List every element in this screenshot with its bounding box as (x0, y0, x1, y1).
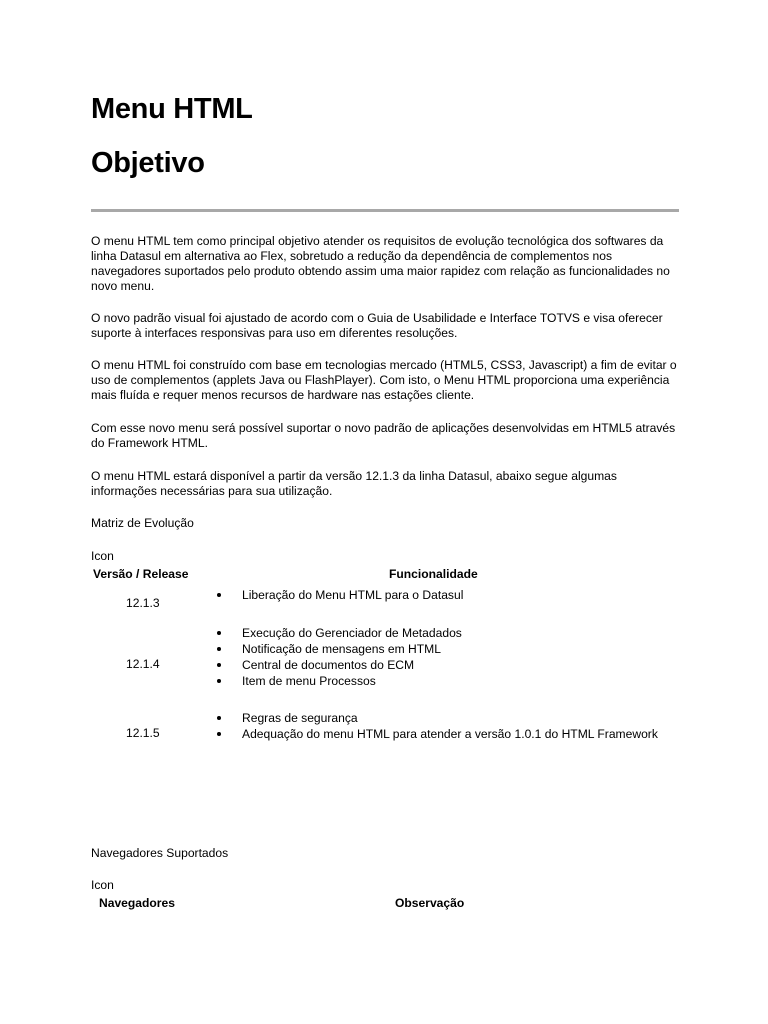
version-cell: 12.1.4 (126, 657, 160, 671)
feature-item: Adequação do menu HTML para atender a versão 1.0.1 do HTML Framework (215, 726, 658, 742)
navegadores-icon-label: Icon (91, 878, 114, 892)
feature-item: Liberação do Menu HTML para o Datasul (215, 587, 463, 603)
feature-item: Regras de segurança (215, 710, 658, 726)
version-cell: 12.1.5 (126, 726, 160, 740)
navegadores-heading: Navegadores Suportados (91, 846, 229, 860)
version-cell: 12.1.3 (126, 596, 160, 610)
paragraph-2: O novo padrão visual foi ajustado de acordo com o Guia de Usabilidade e Interface TOTVS e visa oferecer suporte à interfaces responsivas para uso em diferentes resoluções. (91, 311, 663, 340)
col-header-notes: Observação (395, 896, 465, 910)
col-header-version: Versão / Release (93, 567, 189, 581)
feature-list (215, 710, 658, 742)
matriz-heading: Matriz de Evolução (91, 516, 194, 530)
section-title: Objetivo (91, 147, 205, 179)
feature-item: Central de documentos do ECM (215, 657, 462, 673)
feature-item: Notificação de mensagens em HTML (215, 641, 462, 657)
feature-item: Item de menu Processos (215, 673, 462, 689)
feature-list (215, 587, 463, 603)
paragraph-1: O menu HTML tem como principal objetivo atender os requisitos de evolução tecnológica dos softwares da linha Datasul em alternativa ao Flex, sobretudo a redução da dependência de complementos nos navegadores suportados pelo produto obtendo assim uma maior rapidez com relação as funcionalidades no novo menu. (91, 234, 670, 293)
page-title: Menu HTML (91, 93, 253, 125)
feature-item: Execução do Gerenciador de Metadados (215, 625, 462, 641)
paragraph-3: O menu HTML foi construído com base em tecnologias mercado (HTML5, CSS3, Javascript) a fim de evitar o uso de complementos (applets Java ou FlashPlayer). Com isto, o Menu HTML proporciona uma experiência mais fluída e requer menos recursos de hardware nas estações cliente. (91, 358, 677, 402)
col-header-feature: Funcionalidade (389, 567, 478, 581)
paragraph-5: O menu HTML estará disponível a partir da versão 12.1.3 da linha Datasul, abaixo segue algumas informações necessárias para sua utilização. (91, 469, 617, 498)
horizontal-rule (91, 209, 679, 212)
paragraph-4: Com esse novo menu será possível suportar o novo padrão de aplicações desenvolvidas em HTML5 através do Framework HTML. (91, 421, 676, 450)
col-header-browsers: Navegadores (99, 896, 175, 910)
feature-list (215, 625, 462, 689)
matriz-icon-label: Icon (91, 549, 114, 563)
